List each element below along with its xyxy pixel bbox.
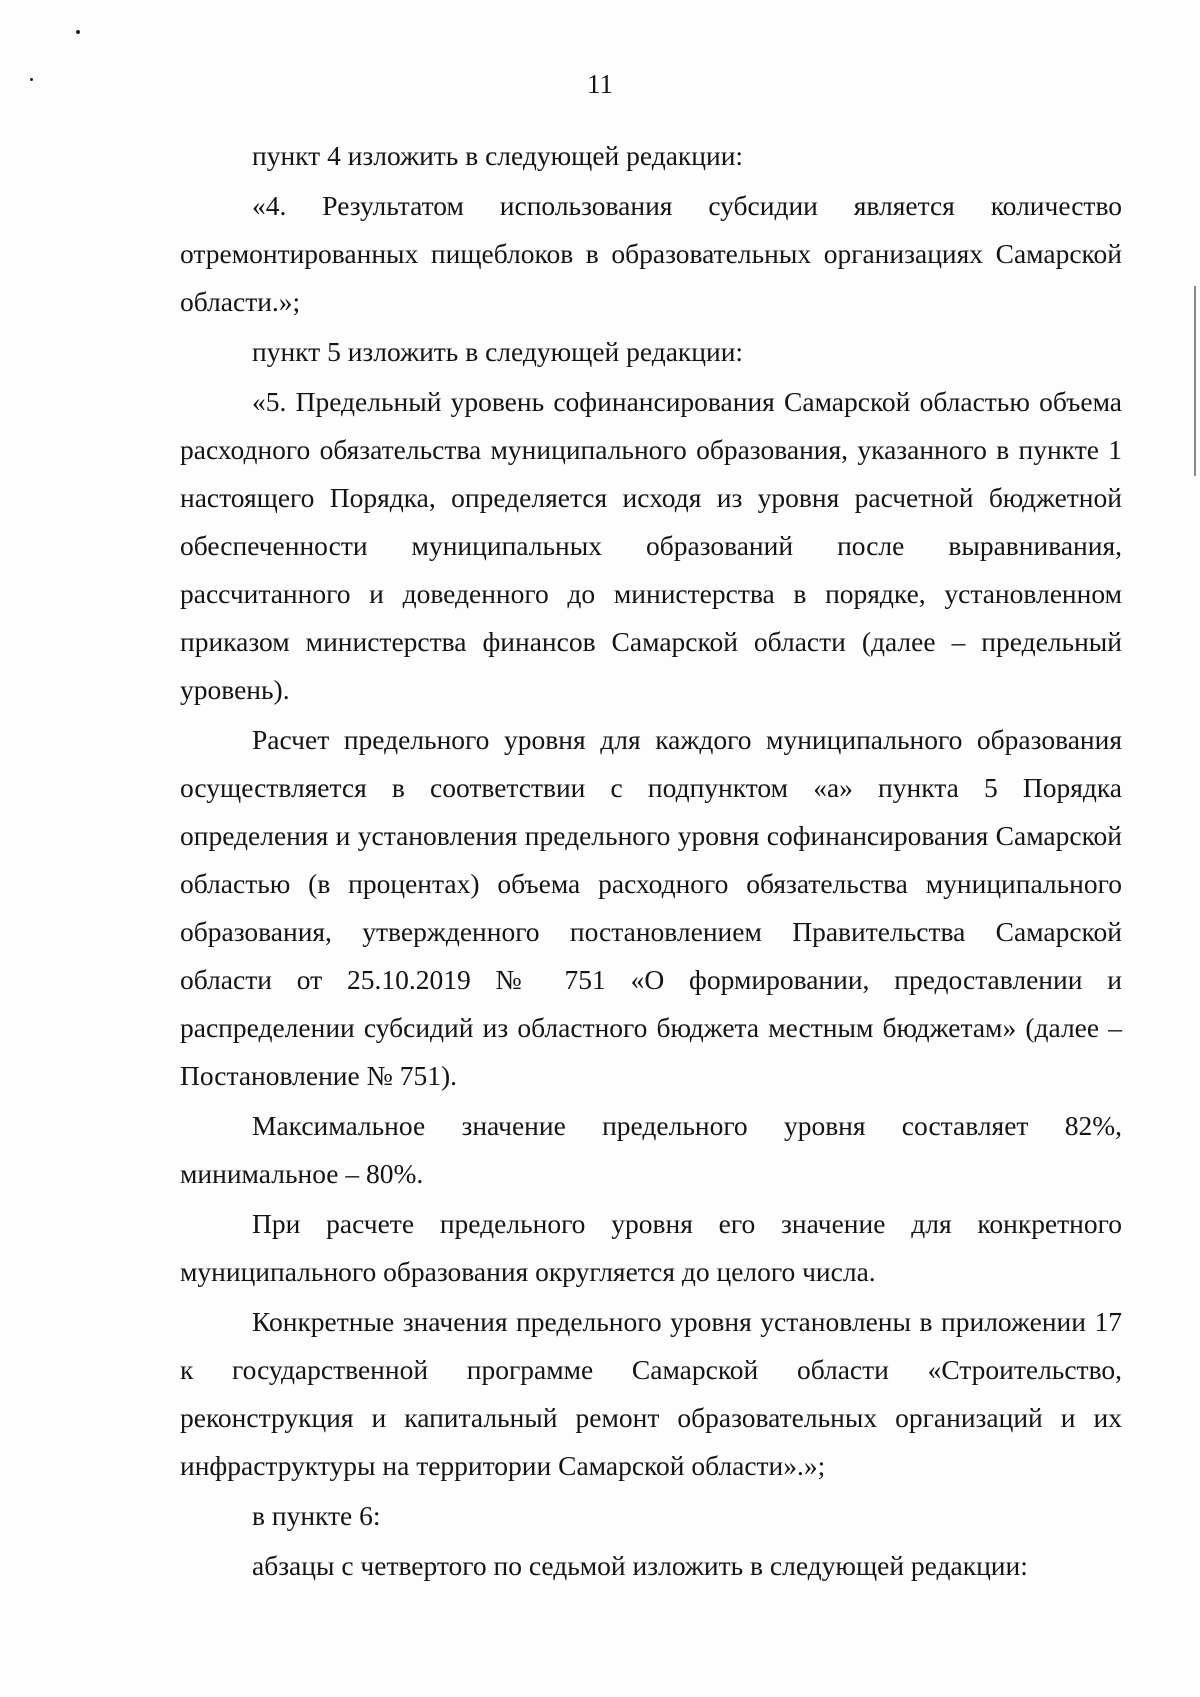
paragraph-10: абзацы с четвертого по седьмой изложить в следующей редакции:: [252, 1550, 1028, 1581]
paragraph-4: «5. Предельный уровень софинансирования Самарской областью объема расходного обязательства муниципального образования, указанного в пункте 1 настоящего Порядка, определяется исходя из уровня расчетной бюджетной обеспеченности муниципальных образований после выравнивания, рассчитанного и доведенного до министерства в порядке, установленном приказом министерства финансов Самарской области (далее – предельный уровень).: [180, 386, 1122, 705]
scan-speck: [76, 30, 80, 34]
scan-edge-mark: [1194, 286, 1196, 476]
paragraph-5: Расчет предельного уровня для каждого муниципального образования осуществляется в соответствии с подпунктом «а» пункта 5 Порядка определения и установления предельного уровня софинансирования Самарской областью (в процентах) объема расходного обязательства муниципального образования, утвержденного постановлением Правительства Самарской области от 25.10.2019 № 751 «О формировании, предоставлении и распределении субсидий из областного бюджета местным бюджетам» (далее – Постановление № 751).: [180, 724, 1122, 1091]
paragraph-7: При расчете предельного уровня его значение для конкретного муниципального образования округляется до целого числа.: [180, 1208, 1122, 1287]
paragraph-3: пункт 5 изложить в следующей редакции:: [252, 336, 744, 367]
paragraph-6: Максимальное значение предельного уровня составляет 82%, минимальное – 80%.: [180, 1110, 1122, 1189]
paragraph-8: Конкретные значения предельного уровня установлены в приложении 17 к государственной программе Самарской области «Строительство, реконструкция и капитальный ремонт образовательных организаций и их инфраструктуры на территории Самарской области».»;: [180, 1306, 1122, 1481]
page-number: 11: [587, 69, 613, 99]
paragraph-9: в пункте 6:: [252, 1500, 381, 1531]
paragraph-1: пункт 4 изложить в следующей редакции:: [252, 140, 744, 171]
paragraph-2: «4. Результатом использования субсидии является количество отремонтированных пищеблоков в образовательных организациях Самарской области.»;: [180, 190, 1122, 317]
document-body: [180, 132, 1122, 1592]
